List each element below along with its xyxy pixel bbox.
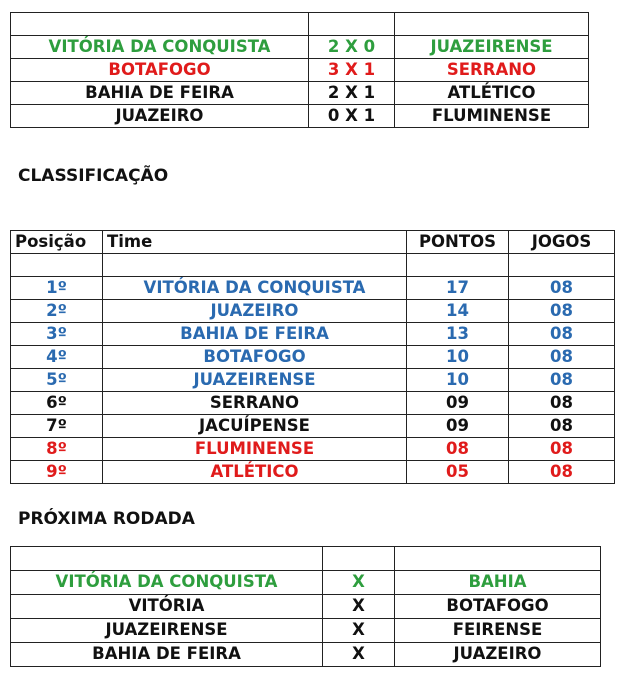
points-cell: 14 (407, 300, 509, 323)
away-team: FLUMINENSE (395, 105, 589, 128)
away-team: ATLÉTICO (395, 82, 589, 105)
standings-row (11, 369, 615, 392)
team-cell: FLUMINENSE (103, 438, 407, 461)
points-cell: 09 (407, 392, 509, 415)
result-row (11, 105, 589, 128)
match-score: 0 X 1 (309, 105, 395, 128)
classificacao-title: CLASSIFICAÇÃO (18, 166, 169, 186)
home-team: JUAZEIRENSE (11, 619, 323, 643)
points-cell: 05 (407, 461, 509, 484)
position-cell: 7º (11, 415, 103, 438)
points-cell: 17 (407, 277, 509, 300)
standings-blank-row (11, 254, 615, 277)
games-cell: 08 (509, 415, 615, 438)
blank-cell (395, 547, 601, 571)
standings-row (11, 392, 615, 415)
results-blank-row (11, 13, 589, 36)
points-cell: 08 (407, 438, 509, 461)
standings-row (11, 323, 615, 346)
blank-cell (395, 13, 589, 36)
next-match-row (11, 571, 601, 595)
blank-cell (11, 13, 309, 36)
next-blank-row (11, 547, 601, 571)
next-match-row (11, 619, 601, 643)
position-cell: 1º (11, 277, 103, 300)
team-cell: BOTAFOGO (103, 346, 407, 369)
blank-cell (407, 254, 509, 277)
team-cell: JUAZEIRO (103, 300, 407, 323)
header-points: PONTOS (407, 231, 509, 254)
header-team: Time (103, 231, 407, 254)
home-team: BAHIA DE FEIRA (11, 643, 323, 667)
games-cell: 08 (509, 369, 615, 392)
proxima-rodada-title: PRÓXIMA RODADA (18, 509, 195, 529)
games-cell: 08 (509, 300, 615, 323)
team-cell: SERRANO (103, 392, 407, 415)
team-cell: ATLÉTICO (103, 461, 407, 484)
standings-row (11, 346, 615, 369)
away-team: JUAZEIRO (395, 643, 601, 667)
next-match-row (11, 595, 601, 619)
versus-mark: X (323, 643, 395, 667)
blank-cell (509, 254, 615, 277)
games-cell: 08 (509, 392, 615, 415)
position-cell: 6º (11, 392, 103, 415)
match-score: 3 X 1 (309, 59, 395, 82)
games-cell: 08 (509, 438, 615, 461)
home-team: VITÓRIA (11, 595, 323, 619)
standings-row (11, 300, 615, 323)
results-table (10, 12, 589, 128)
home-team: JUAZEIRO (11, 105, 309, 128)
games-cell: 08 (509, 461, 615, 484)
result-row (11, 59, 589, 82)
next-match-row (11, 643, 601, 667)
team-cell: JACUÍPENSE (103, 415, 407, 438)
standings-row (11, 415, 615, 438)
versus-mark: X (323, 571, 395, 595)
next-round-table (10, 546, 601, 667)
home-team: VITÓRIA DA CONQUISTA (11, 36, 309, 59)
points-cell: 10 (407, 346, 509, 369)
position-cell: 8º (11, 438, 103, 461)
position-cell: 4º (11, 346, 103, 369)
result-row (11, 36, 589, 59)
games-cell: 08 (509, 346, 615, 369)
team-cell: VITÓRIA DA CONQUISTA (103, 277, 407, 300)
blank-cell (103, 254, 407, 277)
standings-row (11, 461, 615, 484)
blank-cell (309, 13, 395, 36)
header-position: Posição (11, 231, 103, 254)
position-cell: 2º (11, 300, 103, 323)
away-team: FEIRENSE (395, 619, 601, 643)
blank-cell (323, 547, 395, 571)
versus-mark: X (323, 619, 395, 643)
versus-mark: X (323, 595, 395, 619)
position-cell: 5º (11, 369, 103, 392)
team-cell: JUAZEIRENSE (103, 369, 407, 392)
away-team: SERRANO (395, 59, 589, 82)
standings-header-row (11, 231, 615, 254)
away-team: BAHIA (395, 571, 601, 595)
match-score: 2 X 0 (309, 36, 395, 59)
result-row (11, 82, 589, 105)
header-games: JOGOS (509, 231, 615, 254)
position-cell: 9º (11, 461, 103, 484)
standings-row (11, 277, 615, 300)
away-team: BOTAFOGO (395, 595, 601, 619)
team-cell: BAHIA DE FEIRA (103, 323, 407, 346)
blank-cell (11, 254, 103, 277)
games-cell: 08 (509, 323, 615, 346)
points-cell: 09 (407, 415, 509, 438)
home-team: BAHIA DE FEIRA (11, 82, 309, 105)
home-team: BOTAFOGO (11, 59, 309, 82)
games-cell: 08 (509, 277, 615, 300)
away-team: JUAZEIRENSE (395, 36, 589, 59)
home-team: VITÓRIA DA CONQUISTA (11, 571, 323, 595)
blank-cell (11, 547, 323, 571)
standings-table (10, 230, 615, 484)
position-cell: 3º (11, 323, 103, 346)
points-cell: 10 (407, 369, 509, 392)
points-cell: 13 (407, 323, 509, 346)
match-score: 2 X 1 (309, 82, 395, 105)
standings-row (11, 438, 615, 461)
